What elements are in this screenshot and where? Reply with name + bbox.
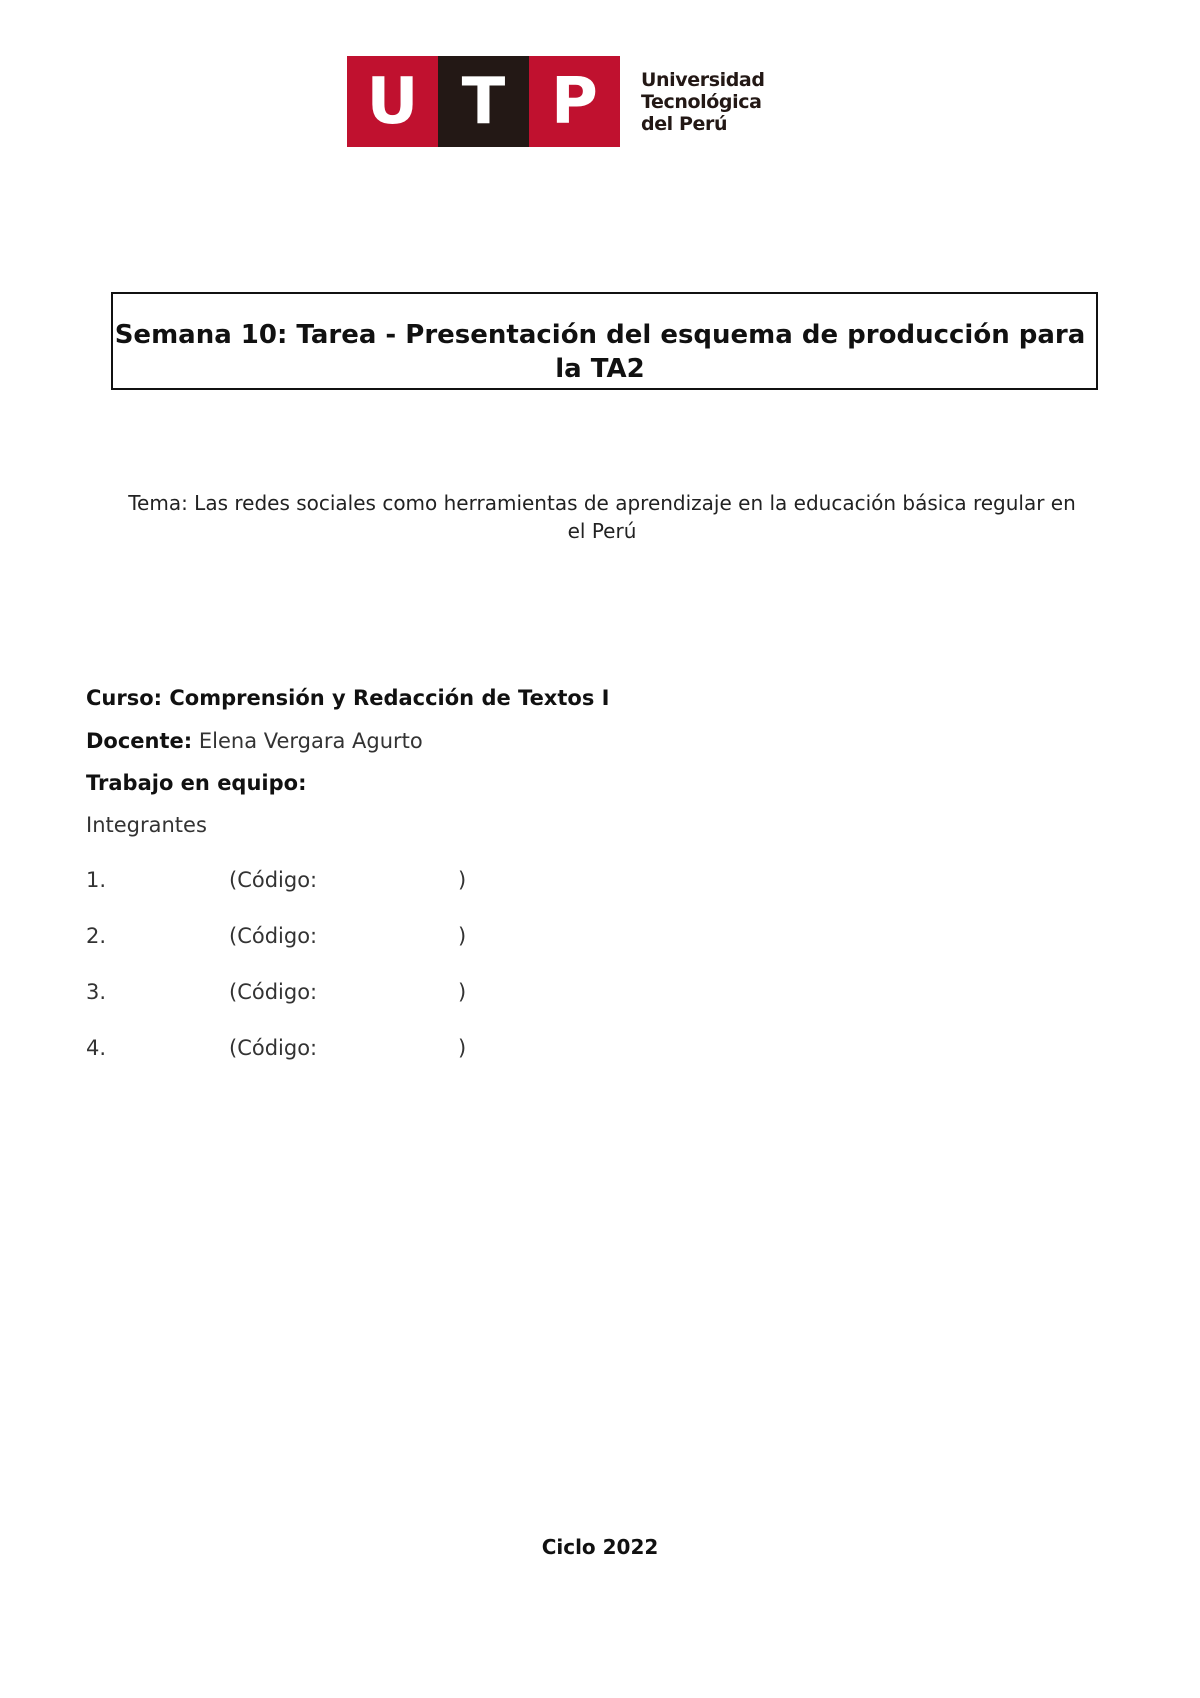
member-row-4: [86, 1034, 506, 1062]
teacher-name: Elena Vergara Agurto: [192, 729, 423, 753]
team-work-line: Trabajo en equipo:: [86, 771, 307, 795]
member-number: 4.: [86, 1036, 107, 1060]
members-heading: Integrantes: [86, 813, 207, 837]
logo-university-name: [641, 56, 765, 147]
member-row-2: [86, 922, 506, 950]
logo-name-line-1: Universidad: [641, 68, 765, 91]
member-code-close: ): [458, 868, 467, 892]
teacher-line: [86, 727, 423, 755]
document-topic: Tema: Las redes sociales como herramientas de aprendizaje en la educación básica regular en el Perú: [128, 491, 1076, 543]
member-number: 2.: [86, 924, 107, 948]
logo-letter-p: P: [529, 56, 620, 147]
member-code-label: (Código:: [229, 980, 318, 1004]
logo-name-line-3: del Perú: [641, 112, 728, 135]
member-number: 3.: [86, 980, 107, 1004]
member-row-3: [86, 978, 506, 1006]
member-code-close: ): [458, 924, 467, 948]
member-code-close: ): [458, 980, 467, 1004]
course-line: Curso: Comprensión y Redacción de Textos I: [86, 686, 610, 710]
member-code-close: ): [458, 1036, 467, 1060]
member-code-label: (Código:: [229, 868, 318, 892]
member-code-label: (Código:: [229, 1036, 318, 1060]
member-number: 1.: [86, 868, 107, 892]
cycle-footer: Ciclo 2022: [541, 1535, 659, 1559]
member-row-1: [86, 866, 506, 894]
member-code-label: (Código:: [229, 924, 318, 948]
utp-logo: [347, 56, 765, 147]
logo-letter-t: T: [438, 56, 529, 147]
logo-name-line-2: Tecnológica: [641, 90, 762, 113]
teacher-label: Docente:: [86, 729, 193, 753]
logo-letter-u: U: [347, 56, 438, 147]
document-title: Semana 10: Tarea - Presentación del esquema de producción para la TA2: [114, 320, 1086, 384]
